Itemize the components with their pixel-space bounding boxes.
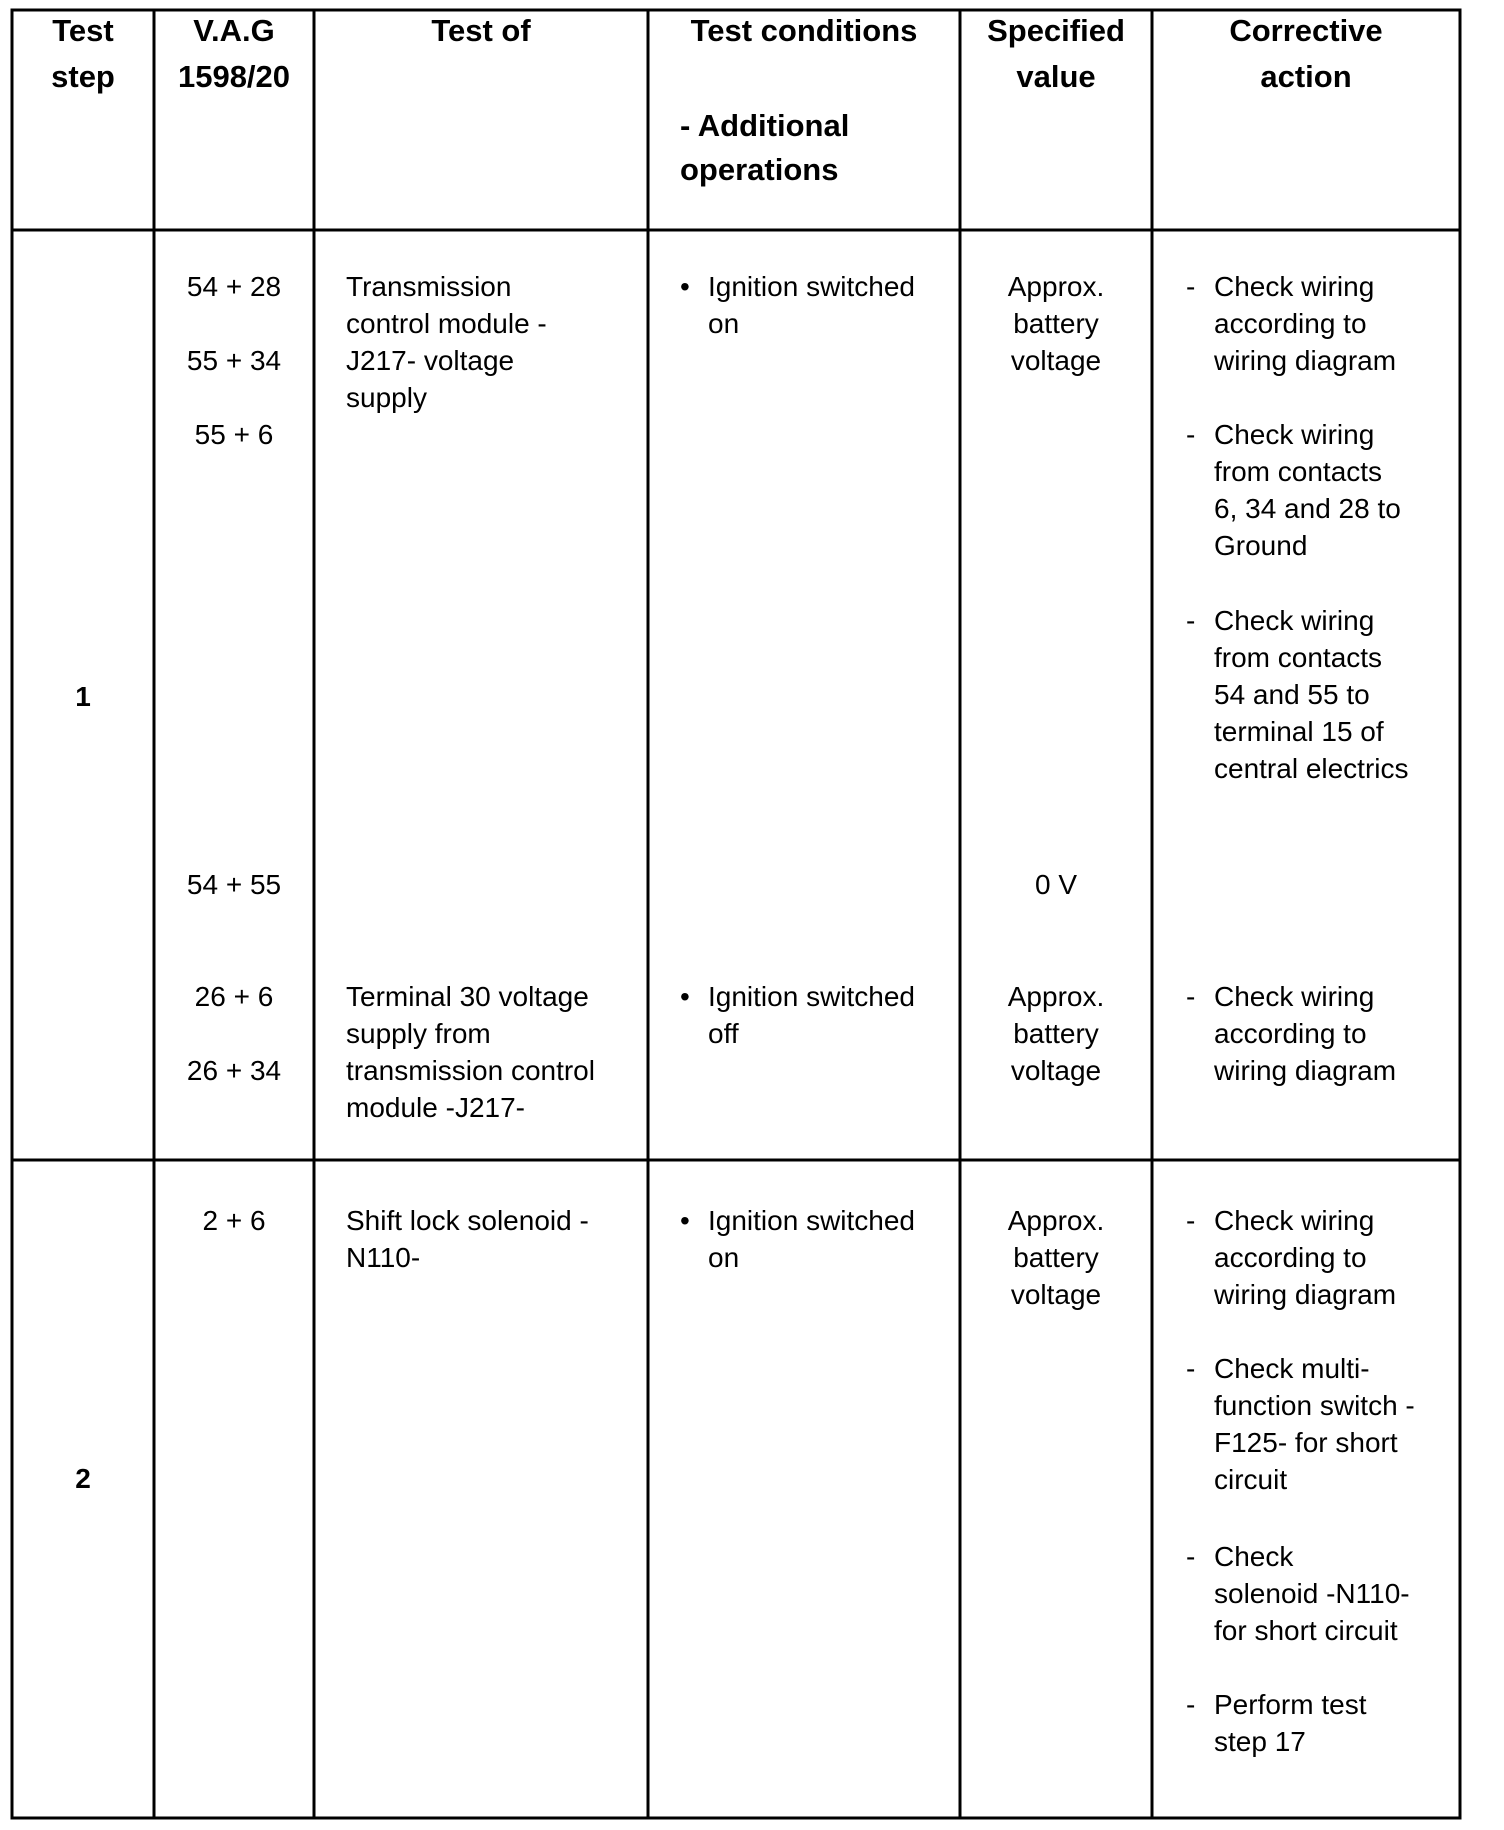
text-line: supply from [346,1018,491,1049]
text-line: central electrics [1214,753,1409,784]
vag-value: 2 + 6 [202,1205,266,1236]
text-line: Approx. [1007,981,1105,1012]
bullet-icon: • [680,271,690,302]
text-line: Perform test [1214,1689,1367,1720]
test-of-text [346,1202,589,1276]
corrective-action-item [1186,416,1401,564]
vag-value: 54 + 28 [186,271,282,302]
condition-item [680,268,916,342]
text-line: circuit [1214,1464,1288,1495]
text-line: wiring diagram [1214,345,1397,376]
header-conditions-line1: Test conditions [690,13,918,48]
specified-value [960,1202,1152,1313]
text-line: voltage [1010,1055,1102,1086]
dash-icon: - [1186,1689,1196,1720]
text-line: Check [1214,1541,1294,1572]
text-line: wiring diagram [1214,1055,1397,1086]
corrective-action-item [1186,1538,1410,1649]
text-line: solenoid -N110- [1214,1578,1410,1609]
text-line: according to [1214,308,1367,339]
vag-value: 55 + 34 [186,345,282,376]
header-corrective-line1: Corrective [1229,13,1383,48]
text-line: N110- [346,1242,421,1273]
text-line: for short circuit [1214,1615,1398,1646]
condition-item [680,1202,916,1276]
specified-value: 0 V [1034,869,1078,900]
dash-icon: - [1186,605,1196,636]
header-test-of [314,8,648,54]
test-of-text [346,978,595,1126]
dash-icon: - [1186,1541,1196,1572]
header-additional-line2: operations [680,152,839,187]
header-vag-line2: 1598/20 [177,59,291,94]
text-line: Approx. [1007,271,1105,302]
dash-icon: - [1186,981,1196,1012]
header-vag [154,8,314,100]
header-test-step-line1: Test [52,13,114,48]
vag-value: 54 + 55 [186,869,282,900]
text-line: voltage [1010,1279,1102,1310]
corrective-action-item [1186,268,1397,379]
corrective-action-item [1186,1686,1367,1760]
step-number: 2 [75,1463,91,1494]
header-test-step [12,8,154,100]
text-line: off [708,1018,739,1049]
text-line: supply [346,382,427,413]
text-line: transmission control [346,1055,595,1086]
text-line: according to [1214,1018,1367,1049]
header-test-conditions [648,8,960,54]
text-line: module -J217- [346,1092,525,1123]
text-line: Approx. [1007,1205,1105,1236]
header-additional-line1: - Additional [680,108,850,143]
text-line: control module - [346,308,547,339]
text-line: on [708,1242,740,1273]
text-line: voltage [1010,345,1102,376]
text-line: battery [1013,308,1099,339]
text-line: from contacts [1214,456,1383,487]
text-line: wiring diagram [1214,1279,1397,1310]
text-line: Terminal 30 voltage [346,981,589,1012]
dash-icon: - [1186,1205,1196,1236]
header-specified-line1: Specified [987,13,1125,48]
text-line: step 17 [1214,1726,1306,1757]
text-line: function switch - [1214,1390,1415,1421]
header-corrective-line2: action [1260,59,1352,94]
text-line: battery [1013,1018,1099,1049]
text-line: battery [1013,1242,1099,1273]
header-test-of-line1: Test of [431,13,531,48]
text-line: from contacts [1214,642,1383,673]
test-of-text [346,268,547,416]
bullet-icon: • [680,981,690,1012]
vag-value: 26 + 34 [186,1055,282,1086]
corrective-action-item [1186,602,1409,787]
text-line: on [708,308,740,339]
text-line: Ground [1214,530,1308,561]
text-line: terminal 15 of [1214,716,1384,747]
corrective-action-item [1186,1350,1415,1498]
specified-value [960,268,1152,379]
text-line: Check wiring [1214,419,1375,450]
dash-icon: - [1186,419,1196,450]
vag-value: 55 + 6 [194,419,274,450]
bullet-icon: • [680,1205,690,1236]
header-test-step-line2: step [51,59,115,94]
text-line: J217- voltage [346,345,515,376]
text-line: Check wiring [1214,1205,1375,1236]
header-specified-value [960,8,1152,100]
vag-value: 26 + 6 [194,981,274,1012]
condition-item [680,978,916,1052]
text-line: Ignition switched [708,1205,916,1236]
header-specified-line2: value [1016,59,1096,94]
dash-icon: - [1186,271,1196,302]
text-line: Check wiring [1214,605,1375,636]
header-additional-operations [680,104,849,192]
dash-icon: - [1186,1353,1196,1384]
specified-value [960,978,1152,1089]
text-line: Check multi- [1214,1353,1370,1384]
text-line: Shift lock solenoid - [346,1205,589,1236]
text-line: Check wiring [1214,981,1375,1012]
header-vag-line1: V.A.G [193,13,275,48]
corrective-action-item [1186,978,1397,1089]
text-line: according to [1214,1242,1367,1273]
text-line: Ignition switched [708,271,916,302]
text-line: 54 and 55 to [1214,679,1370,710]
text-line: F125- for short [1214,1427,1398,1458]
corrective-action-item [1186,1202,1397,1313]
text-line: Check wiring [1214,271,1375,302]
header-corrective-action [1152,8,1460,100]
text-line: 6, 34 and 28 to [1214,493,1401,524]
text-line: Ignition switched [708,981,916,1012]
text-line: Transmission [346,271,512,302]
step-number: 1 [75,681,91,712]
